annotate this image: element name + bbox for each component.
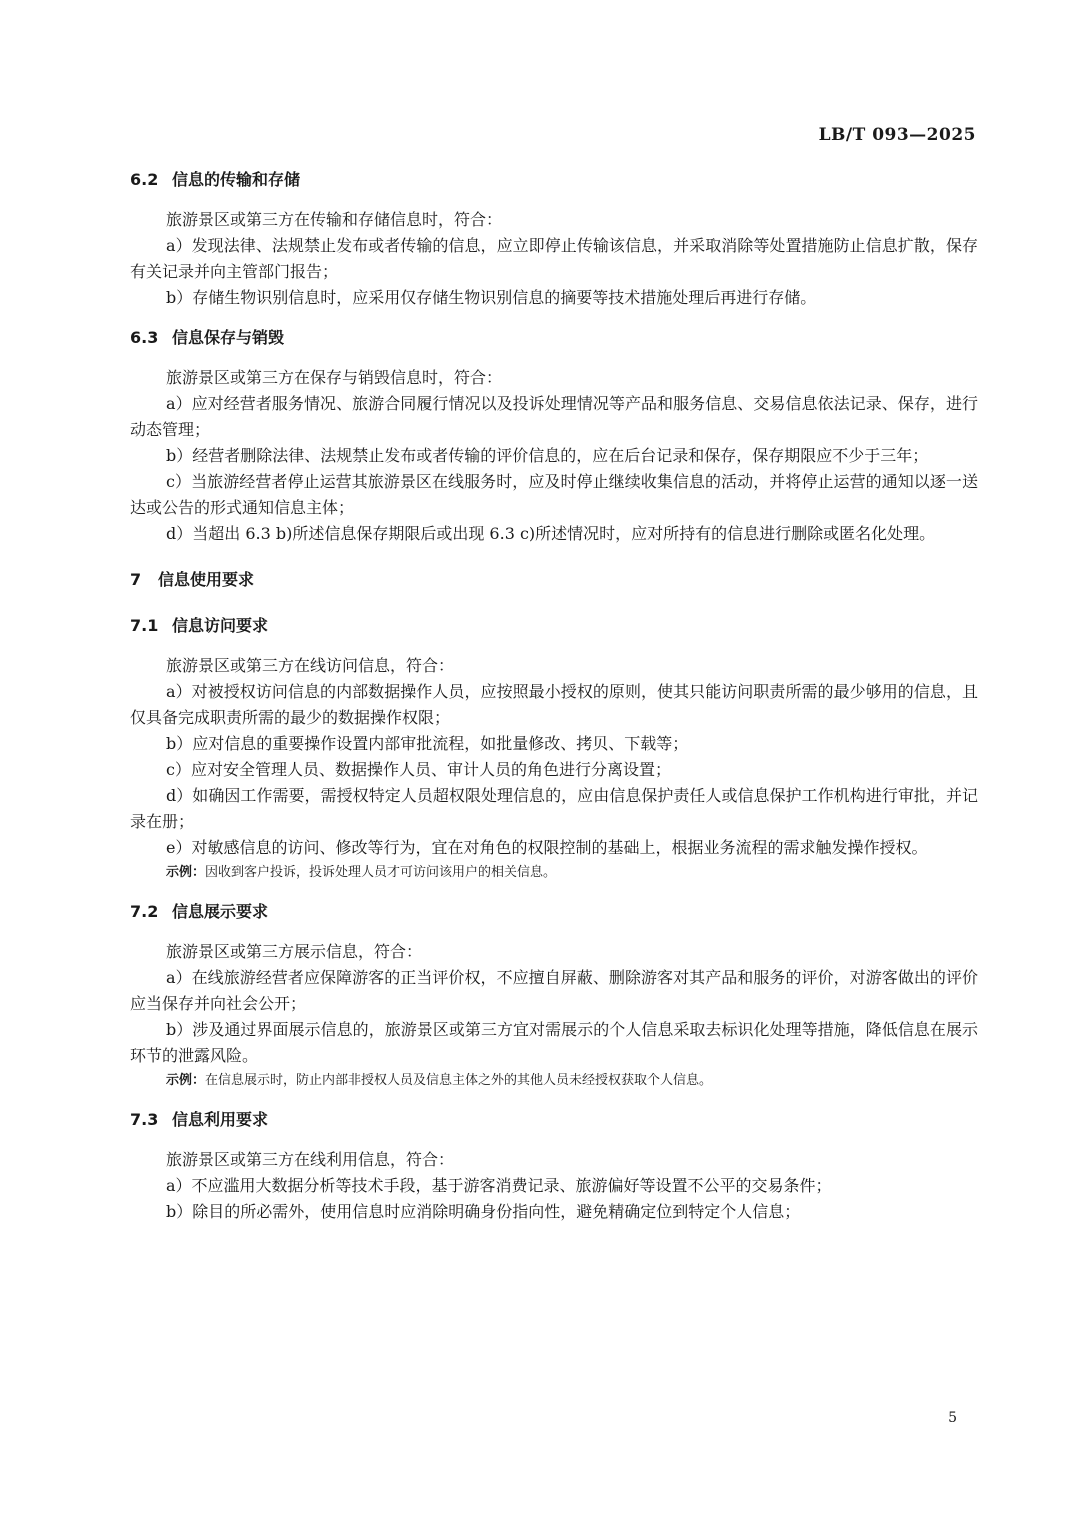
section-number: 6.3 <box>130 328 159 347</box>
paragraph: 旅游景区或第三方在线访问信息，符合： <box>166 656 455 675</box>
list-item: a）应对经营者服务情况、旅游合同履行情况以及投诉处理情况等产品和服务信息、交易信息依法记录、保存，进行动态管理； <box>130 394 978 439</box>
example-text: 在信息展示时，防止内部非授权人员及信息主体之外的其他人员未经授权获取个人信息。 <box>205 1073 713 1088</box>
list-item: b）除目的所必需外，使用信息时应消除明确身份指向性，避免精确定位到特定个人信息； <box>166 1202 801 1221</box>
list-item: a）对被授权访问信息的内部数据操作人员，应按照最小授权的原则，使其只能访问职责所需的最少够用的信息，且仅具备完成职责所需的最少的数据操作权限； <box>130 682 978 727</box>
paragraph: 旅游景区或第三方在保存与销毁信息时，符合： <box>166 368 503 387</box>
list-item: b）存储生物识别信息时，应采用仅存储生物识别信息的摘要等技术措施处理后再进行存储。 <box>166 288 817 307</box>
section-7-3 <box>130 1107 978 1225</box>
document-body <box>130 167 978 1239</box>
list-item: c）当旅游经营者停止运营其旅游景区在线服务时，应及时停止继续收集信息的活动，并将停止运营的通知以逐一送达或公告的形式通知信息主体； <box>130 472 978 517</box>
list-item: b）应对信息的重要操作设置内部审批流程，如批量修改、拷贝、下载等； <box>166 734 689 753</box>
paragraph: 旅游景区或第三方在传输和存储信息时，符合： <box>166 210 503 229</box>
example-note <box>130 861 978 885</box>
chapter-title: 信息使用要求 <box>158 570 255 589</box>
section-title: 信息保存与销毁 <box>172 328 285 347</box>
example-label: 示例： <box>166 1073 206 1088</box>
section-title: 信息访问要求 <box>172 616 269 635</box>
example-label: 示例： <box>166 865 206 880</box>
section-heading <box>130 167 978 193</box>
list-item: b）经营者删除法律、法规禁止发布或者传输的评价信息的，应在后台记录和保存，保存期限应不少于三年； <box>166 446 929 465</box>
section-number: 7.3 <box>130 1110 159 1129</box>
paragraph: 旅游景区或第三方展示信息，符合： <box>166 942 423 961</box>
section-title: 信息展示要求 <box>172 902 269 921</box>
section-title: 信息利用要求 <box>172 1110 269 1129</box>
section-title: 信息的传输和存储 <box>172 170 301 189</box>
list-item: d）如确因工作需要，需授权特定人员超权限处理信息的，应由信息保护责任人或信息保护工作机构进行审批，并记录在册； <box>130 786 978 831</box>
section-heading <box>130 899 978 925</box>
list-item: c）应对安全管理人员、数据操作人员、审计人员的角色进行分离设置； <box>166 760 671 779</box>
list-item: a）在线旅游经营者应保障游客的正当评价权，不应擅自屏蔽、删除游客对其产品和服务的评价，对游客做出的评价应当保存并向社会公开； <box>130 968 978 1013</box>
chapter-number: 7 <box>130 570 142 589</box>
list-item: a）发现法律、法规禁止发布或者传输的信息，应立即停止传输该信息，并采取消除等处置措施防止信息扩散，保存有关记录并向主管部门报告； <box>130 236 978 281</box>
section-number: 6.2 <box>130 170 159 189</box>
page-number: 5 <box>948 1410 957 1426</box>
section-number: 7.1 <box>130 616 159 635</box>
section-6-3 <box>130 325 978 547</box>
list-item: e）对敏感信息的访问、修改等行为，宜在对角色的权限控制的基础上，根据业务流程的需求触发操作授权。 <box>166 838 928 857</box>
example-note <box>130 1069 978 1093</box>
section-number: 7.2 <box>130 902 159 921</box>
section-heading <box>130 613 978 639</box>
section-6-2 <box>130 167 978 311</box>
list-item: a）不应滥用大数据分析等技术手段，基于游客消费记录、旅游偏好等设置不公平的交易条件； <box>166 1176 832 1195</box>
list-item: d）当超出 6.3 b)所述信息保存期限后或出现 6.3 c)所述情况时，应对所持有的信息进行删除或匿名化处理。 <box>166 524 936 543</box>
chapter-heading <box>130 567 978 593</box>
standard-code: LB/T 093—2025 <box>818 125 976 145</box>
section-7-2 <box>130 899 978 1093</box>
paragraph: 旅游景区或第三方在线利用信息，符合： <box>166 1150 455 1169</box>
example-text: 因收到客户投诉，投诉处理人员才可访问该用户的相关信息。 <box>205 865 557 880</box>
list-item: b）涉及通过界面展示信息的，旅游景区或第三方宜对需展示的个人信息采取去标识化处理等措施，降低信息在展示环节的泄露风险。 <box>130 1020 978 1065</box>
section-heading <box>130 1107 978 1133</box>
section-heading <box>130 325 978 351</box>
section-7-1 <box>130 613 978 885</box>
